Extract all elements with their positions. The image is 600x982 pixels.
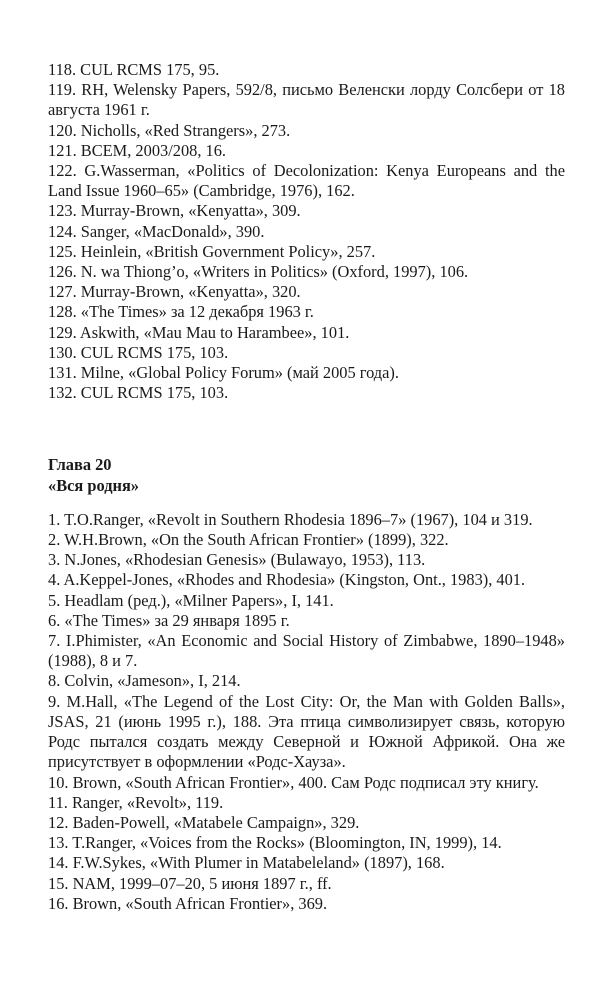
note-text: 7. I.Phimister, «An Economic and Social History of Zimbabwe, 1890–1948» (1988), 8 и 7. [48,631,565,671]
note-122 [48,161,565,201]
note-5 [48,591,565,611]
note-11 [48,793,565,813]
note-text: 119. RH, Welensky Papers, 592/8, письмо Веленски лорду Солсбери от 18 августа 1961 г. [48,80,565,120]
note-131 [48,363,565,383]
note-text: 130. CUL RCMS 175, 103. [48,342,229,362]
note-text: 122. G.Wasserman, «Politics of Decolonization: Kenya Europeans and the Land Issue 1960–65» (Cambridge, 1976), 162. [48,161,565,201]
note-126 [48,262,565,282]
note-1 [48,510,565,530]
note-text: 3. N.Jones, «Rhodesian Genesis» (Bulawayo, 1953), 113. [48,550,426,570]
note-text: 131. Milne, «Global Policy Forum» (май 2005 года). [48,363,399,383]
note-text: 129. Askwith, «Mau Mau to Harambee», 101. [48,322,350,342]
note-text: 10. Brown, «South African Frontier», 400. Сам Родс подписал эту книгу. [48,772,539,792]
note-text: 13. T.Ranger, «Voices from the Rocks» (Bloomington, IN, 1999), 14. [48,833,502,853]
note-text: 127. Murray-Brown, «Kenyatta», 320. [48,282,301,302]
note-9 [48,692,565,773]
note-text: 16. Brown, «South African Frontier», 369. [48,893,328,913]
chapter-number: Глава 20 [48,455,112,475]
note-129 [48,323,565,343]
note-text: 126. N. wa Thiong’o, «Writers in Politics» (Oxford, 1997), 106. [48,262,469,282]
notes-page [48,60,565,914]
note-15 [48,874,565,894]
note-132 [48,383,565,403]
note-123 [48,201,565,221]
notes-list-top [48,60,565,403]
note-2 [48,530,565,550]
note-text: 8. Colvin, «Jameson», I, 214. [48,671,241,691]
note-6 [48,611,565,631]
note-text: 120. Nicholls, «Red Strangers», 273. [48,120,291,140]
note-124 [48,222,565,242]
note-text: 124. Sanger, «MacDonald», 390. [48,221,265,241]
note-4 [48,570,565,590]
note-16 [48,894,565,914]
note-text: 6. «The Times» за 29 января 1895 г. [48,610,290,630]
note-text: 5. Headlam (ред.), «Milner Papers», I, 141. [48,590,334,610]
note-125 [48,242,565,262]
note-7 [48,631,565,671]
note-text: 118. CUL RCMS 175, 95. [48,60,220,79]
note-text: 125. Heinlein, «British Government Policy», 257. [48,241,376,261]
note-8 [48,671,565,691]
note-118 [48,60,565,80]
note-text: 2. W.H.Brown, «On the South African Frontier» (1899), 322. [48,530,449,550]
note-text: 11. Ranger, «Revolt», 119. [48,792,224,812]
notes-list-chapter [48,510,565,914]
section-gap [48,403,565,455]
note-text: 1. T.O.Ranger, «Revolt in Southern Rhodesia 1896–7» (1967), 104 и 319. [48,509,533,529]
note-text: 128. «The Times» за 12 декабря 1963 г. [48,302,314,322]
note-text: 4. A.Keppel-Jones, «Rhodes and Rhodesia» (Kingston, Ont., 1983), 401. [48,570,526,590]
note-text: 14. F.W.Sykes, «With Plumer in Matabeleland» (1897), 168. [48,853,445,873]
note-10 [48,773,565,793]
note-12 [48,813,565,833]
note-text: 15. NAM, 1999–07–20, 5 июня 1897 г., ff. [48,873,332,893]
note-text: 123. Murray-Brown, «Kenyatta», 309. [48,201,301,221]
note-text: 12. Baden-Powell, «Matabele Campaign», 329. [48,812,360,832]
note-121 [48,141,565,161]
note-14 [48,853,565,873]
note-128 [48,302,565,322]
note-120 [48,121,565,141]
chapter-heading [48,455,565,495]
note-13 [48,833,565,853]
note-text: 132. CUL RCMS 175, 103. [48,383,229,403]
note-text: 121. BCEM, 2003/208, 16. [48,140,227,160]
note-3 [48,550,565,570]
note-text: 9. M.Hall, «The Legend of the Lost City: Or, the Man with Golden Balls», JSAS, 21 (июнь 1995 г.), 188. Эта птица символизирует связь, которую Родс пытался создать между Северной и Южной Африкой. Она же присутствует в оформлении «Родс-Хауза». [48,691,565,772]
chapter-title: «Вся родня» [48,475,140,495]
note-127 [48,282,565,302]
note-119 [48,80,565,120]
heading-gap [48,496,565,510]
note-130 [48,343,565,363]
